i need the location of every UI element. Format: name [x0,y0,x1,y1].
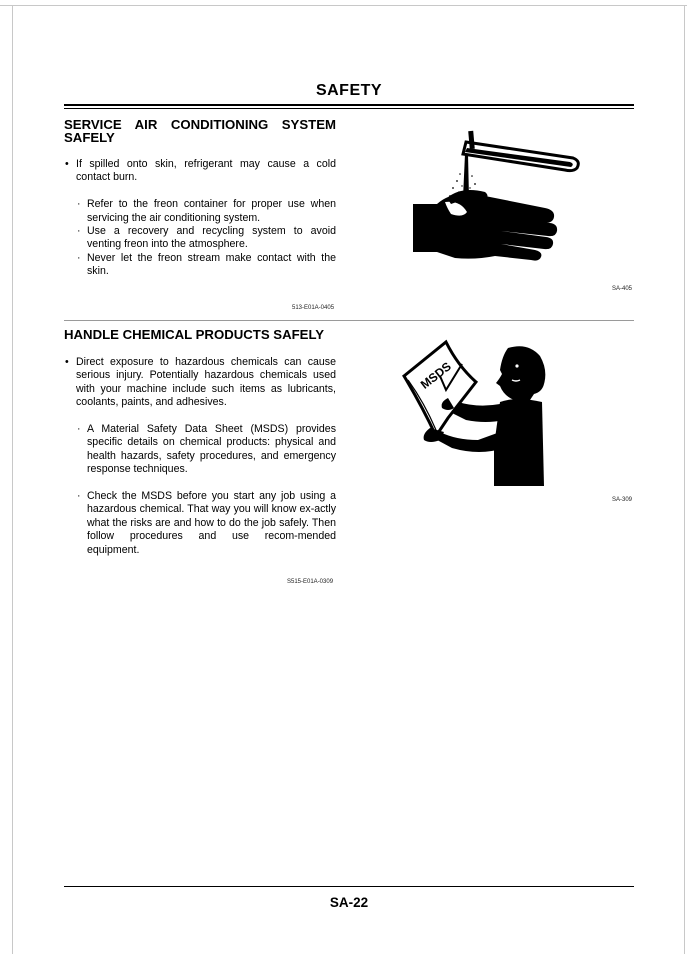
bullet-text: Direct exposure to hazardous chemicals can cause serious injury. Potentially hazardous chemicals used with your machine include such items as lubricants, coolants, paints, and adhesives. [76,356,336,409]
illustration-code: SA-309 [612,497,633,503]
section-divider [64,320,634,321]
section-title-line-1: SERVICE AIR CONDITIONING SYSTEM [64,117,336,132]
freon-tube-icon [463,131,578,171]
sub-item-text: Refer to the freon container for proper use when servicing the air conditioning system. [87,198,336,224]
bullet-mark: • [65,158,69,170]
page-frame-right [684,5,685,954]
msds-label: MSDS [417,359,454,392]
sub-item [64,490,336,557]
bullet-mark: • [65,356,69,368]
dot-mark: · [77,225,81,238]
sub-item [64,423,336,477]
sub-item [64,198,336,225]
section-title-line-2: SAFELY [64,130,115,145]
sub-item [64,252,336,279]
msds-reader-illustration [396,336,556,488]
dot-mark: · [77,251,81,264]
msds-sheet-icon [404,342,476,436]
sub-item-text: Use a recovery and recycling system to avoid venting freon into the atmosphere. [87,225,336,251]
bullet-paragraph [64,158,336,185]
sub-item-text: A Material Safety Data Sheet (MSDS) provides specific details on chemical products: physical and health hazards, safety procedures, and emergency response techniques. [87,423,336,476]
footer-rule [64,886,634,887]
freon-hand-illustration [405,126,585,268]
page-frame-top [0,5,687,6]
dot-mark: · [77,198,81,211]
section-code: S515-E01A-0309 [287,579,334,585]
section-code: 513-E01A-0405 [292,305,335,311]
sub-item [64,225,336,252]
section-title-chemical-products: HANDLE CHEMICAL PRODUCTS SAFELY [64,327,325,342]
header-rule-thick [64,104,634,106]
page-title: SAFETY [315,82,383,99]
bullet-paragraph [64,356,336,410]
dot-mark: · [77,490,81,503]
page-frame-left [12,5,13,954]
dot-mark: · [77,423,81,436]
sub-item-text: Check the MSDS before you start any job using a hazardous chemical. That way you will know ex-actly what the risks are and how to do the job safely. Then follow procedures and use recom-mended equipment. [87,490,336,556]
sub-item-text: Never let the freon stream make contact with the skin. [87,251,336,278]
section-body-chemical-products [64,356,336,557]
bullet-text: If spilled onto skin, refrigerant may cause a cold contact burn. [76,158,336,184]
illustration-code: SA-405 [612,286,633,292]
page-number: SA-22 [329,895,369,910]
header-rule-thin [64,108,634,109]
hand-icon [413,190,557,261]
section-body-air-conditioning [64,158,336,279]
section-title-air-conditioning [64,118,336,144]
